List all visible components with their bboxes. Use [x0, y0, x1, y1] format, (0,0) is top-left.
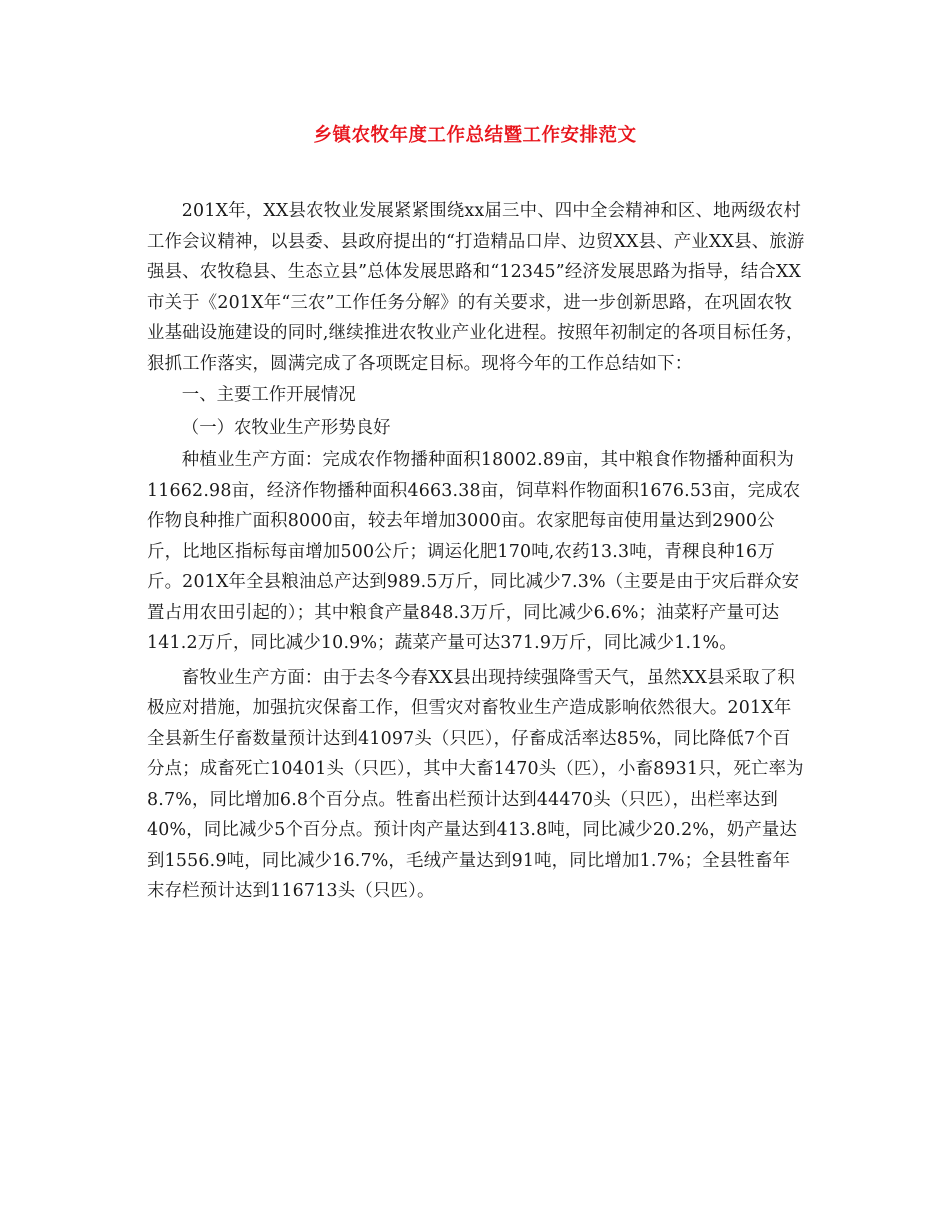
livestock-paragraph: 畜牧业生产方面：由于去冬今春XX县出现持续强降雪天气，虽然XX县采取了积极应对措施，加强抗灾保畜工作，但雪灾对畜牧业生产造成影响依然很大。201X年全县新生仔畜数量预计达到41097头（只匹），仔畜成活率达85%，同比降低7个百分点；成畜死亡10401头（只匹），其中大畜1470头（匹），小畜8931只，死亡率为8.7%，同比增加6.8个百分点。牲畜出栏预计达到44470头（只匹），出栏率达到40%，同比减少5个百分点。预计肉产量达到413.8吨，同比减少20.2%，奶产量达到1556.9吨，同比减少16.7%，毛绒产量达到91吨，同比增加1.7%；全县牲畜年末存栏预计达到116713头（只匹）。 [147, 667, 804, 901]
document-title: 乡镇农牧年度工作总结暨工作安排范文 [313, 125, 637, 146]
section-heading-main-work: 一、主要工作开展情况 [181, 385, 356, 405]
intro-paragraph: 201X年，XX县农牧业发展紧紧围绕xx届三中、四中全会精神和区、地两级农村工作会议精神，以县委、县政府提出的“打造精品口岸、边贸XX县、产业XX县、旅游强县、农牧稳县、生态立县”总体发展思路和“12345”经济发展思路为指导，结合XX市关于《201X年“三农”工作任务分解》的有关要求，进一步创新思路，在巩固农牧业基础设施建设的同时,继续推进农牧业产业化进程。按照年初制定的各项目标任务，狠抓工作落实，圆满完成了各项既定目标。现将今年的工作总结如下： [147, 201, 805, 374]
planting-paragraph: 种植业生产方面：完成农作物播种面积18002.89亩，其中粮食作物播种面积为11662.98亩，经济作物播种面积4663.38亩，饲草料作物面积1676.53亩，完成农作物良种推广面积8000亩，较去年增加3000亩。农家肥每亩使用量达到2900公斤，比地区指标每亩增加500公斤；调运化肥170吨,农药13.3吨，青稞良种16万斤。201X年全县粮油总产达到989.5万斤，同比减少7.3%（主要是由于灾后群众安置占用农田引起的）；其中粮食产量848.3万斤，同比减少6.6%；油菜籽产量可达141.2万斤，同比减少10.9%；蔬菜产量可达371.9万斤，同比减少1.1%。 [147, 450, 801, 653]
subsection-heading-production: （一）农牧业生产形势良好 [181, 418, 391, 438]
document-body [147, 196, 805, 907]
